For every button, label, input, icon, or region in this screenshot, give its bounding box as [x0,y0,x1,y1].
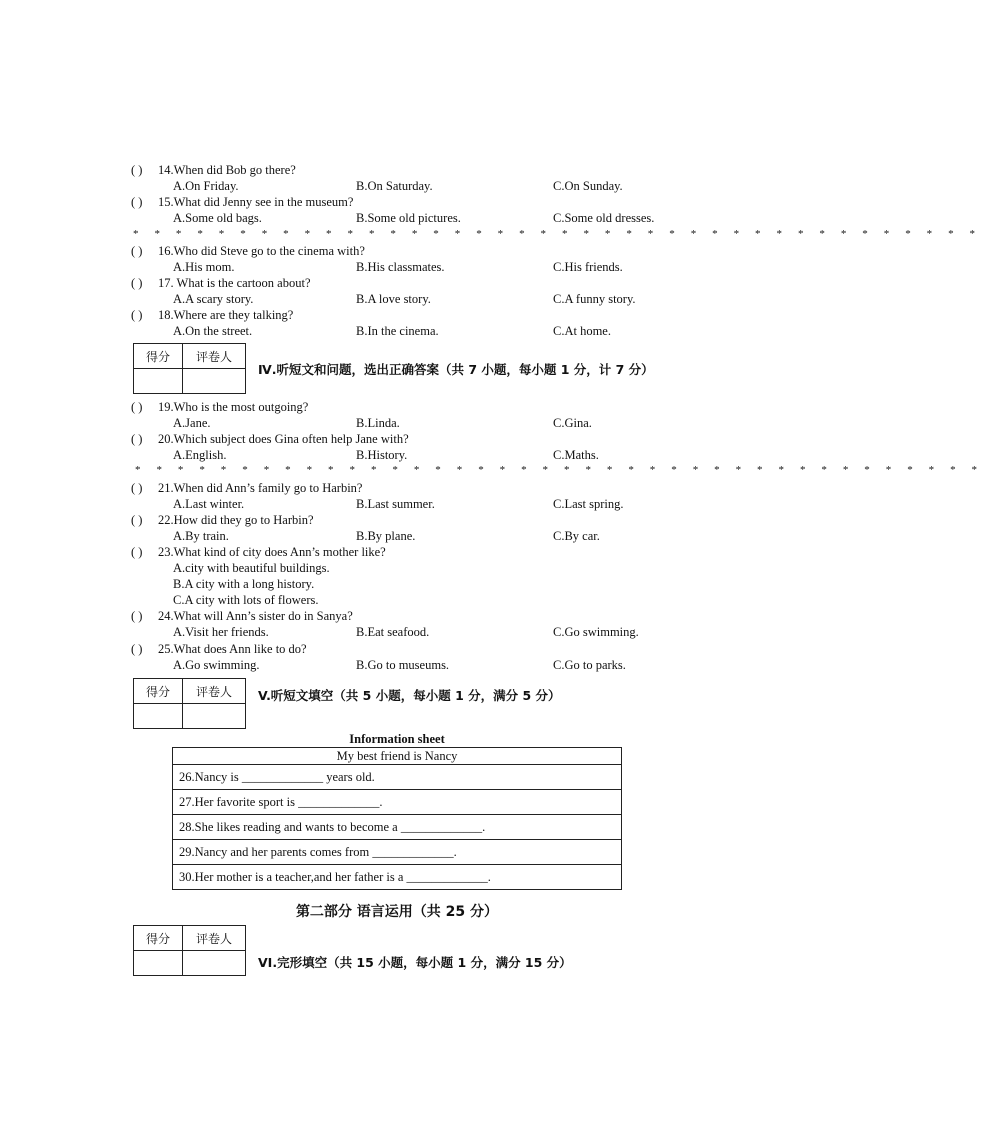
question-text: 16.Who did Steve go to the cinema with? [158,244,365,258]
score-label: 得分 [134,926,183,951]
option-c: C.Last spring. [553,497,624,511]
answer-paren: ( ) [131,432,143,446]
question-text: 20.Which subject does Gina often help Jane with? [158,432,409,446]
section-heading-5: V.听短文填空（共 5 小题，每小题 1 分，满分 5 分） [258,688,561,703]
grader-cell[interactable] [183,704,246,729]
info-row-29: 29.Nancy and her parents comes from _____________. [173,840,622,865]
option-a: A.By train. [173,529,229,543]
answer-paren: ( ) [131,244,143,258]
grader-cell[interactable] [183,369,246,394]
question-text: 18.Where are they talking? [158,308,294,322]
option-a: A.Go swimming. [173,658,260,672]
info-row-28: 28.She likes reading and wants to become a _____________. [173,815,622,840]
option-b: B.A love story. [356,292,431,306]
answer-paren: ( ) [131,195,143,209]
option-b: B.In the cinema. [356,324,439,338]
score-cell[interactable] [134,951,183,976]
option-b: B.His classmates. [356,260,445,274]
question-text: 14.When did Bob go there? [158,163,296,177]
option-c: C.Gina. [553,416,592,430]
option-c: C.His friends. [553,260,623,274]
section-heading-6: VI.完形填空（共 15 小题，每小题 1 分，满分 15 分） [258,955,572,970]
option-b: B.A city with a long history. [173,577,315,591]
option-b: B.Last summer. [356,497,435,511]
option-c: C.A funny story. [553,292,636,306]
option-b: B.By plane. [356,529,416,543]
answer-paren: ( ) [131,609,143,623]
info-row-30: 30.Her mother is a teacher,and her father is a _____________. [173,865,622,890]
option-c: C.A city with lots of flowers. [173,593,319,607]
question-text: 19.Who is the most outgoing? [158,400,309,414]
option-a: A.On Friday. [173,179,239,193]
option-a: A.English. [173,448,227,462]
score-cell[interactable] [134,704,183,729]
grader-label: 评卷人 [183,679,246,704]
question-text: 23.What kind of city does Ann’s mother like? [158,545,386,559]
answer-paren: ( ) [131,400,143,414]
option-a: A.Last winter. [173,497,245,511]
answer-paren: ( ) [131,163,143,177]
grader-cell[interactable] [183,951,246,976]
option-b: B.On Saturday. [356,179,433,193]
score-cell[interactable] [134,369,183,394]
option-a: A.city with beautiful buildings. [173,561,330,575]
option-a: A.Visit her friends. [173,625,269,639]
option-c: C.Some old dresses. [553,211,655,225]
info-sheet-table [172,747,622,890]
option-b: B.History. [356,448,408,462]
option-a: A.A scary story. [173,292,254,306]
question-text: 21.When did Ann’s family go to Harbin? [158,481,363,495]
answer-paren: ( ) [131,481,143,495]
part-two-heading: 第二部分 语言运用（共 25 分） [295,904,499,920]
answer-paren: ( ) [131,276,143,290]
answer-paren: ( ) [131,545,143,559]
question-text: 17. What is the cartoon about? [158,276,311,290]
option-b: B.Linda. [356,416,400,430]
score-box [133,343,246,394]
option-c: C.At home. [553,324,611,338]
option-b: B.Some old pictures. [356,211,461,225]
separator-stars: * * * * * * * * * * * * * * * * * * * * * * * * * * * * * * * * * * * * * * * * [135,464,984,476]
option-c: C.Go to parks. [553,658,626,672]
answer-paren: ( ) [131,308,143,322]
score-label: 得分 [134,344,183,369]
info-row-26: 26.Nancy is _____________ years old. [173,765,622,790]
option-c: C.Go swimming. [553,625,639,639]
score-box [133,925,246,976]
option-a: A.On the street. [173,324,253,338]
info-sheet-header: My best friend is Nancy [173,748,622,765]
option-b: B.Eat seafood. [356,625,430,639]
separator-stars: * * * * * * * * * * * * * * * * * * * * * * * * * * * * * * * * * * * * * * * * [133,228,982,240]
question-text: 22.How did they go to Harbin? [158,513,314,527]
option-a: A.Jane. [173,416,211,430]
option-a: A.Some old bags. [173,211,262,225]
option-c: C.By car. [553,529,600,543]
answer-paren: ( ) [131,513,143,527]
question-text: 15.What did Jenny see in the museum? [158,195,354,209]
option-a: A.His mom. [173,260,235,274]
option-c: C.Maths. [553,448,599,462]
score-label: 得分 [134,679,183,704]
option-c: C.On Sunday. [553,179,623,193]
question-text: 24.What will Ann’s sister do in Sanya? [158,609,353,623]
question-text: 25.What does Ann like to do? [158,642,307,656]
grader-label: 评卷人 [183,926,246,951]
answer-paren: ( ) [131,642,143,656]
option-b: B.Go to museums. [356,658,450,672]
score-box [133,678,246,729]
grader-label: 评卷人 [183,344,246,369]
info-row-27: 27.Her favorite sport is _____________. [173,790,622,815]
section-heading-4: Ⅳ.听短文和问题，选出正确答案（共 7 小题，每小题 1 分，计 7 分） [258,362,654,377]
info-sheet-title: Information sheet [349,732,445,746]
